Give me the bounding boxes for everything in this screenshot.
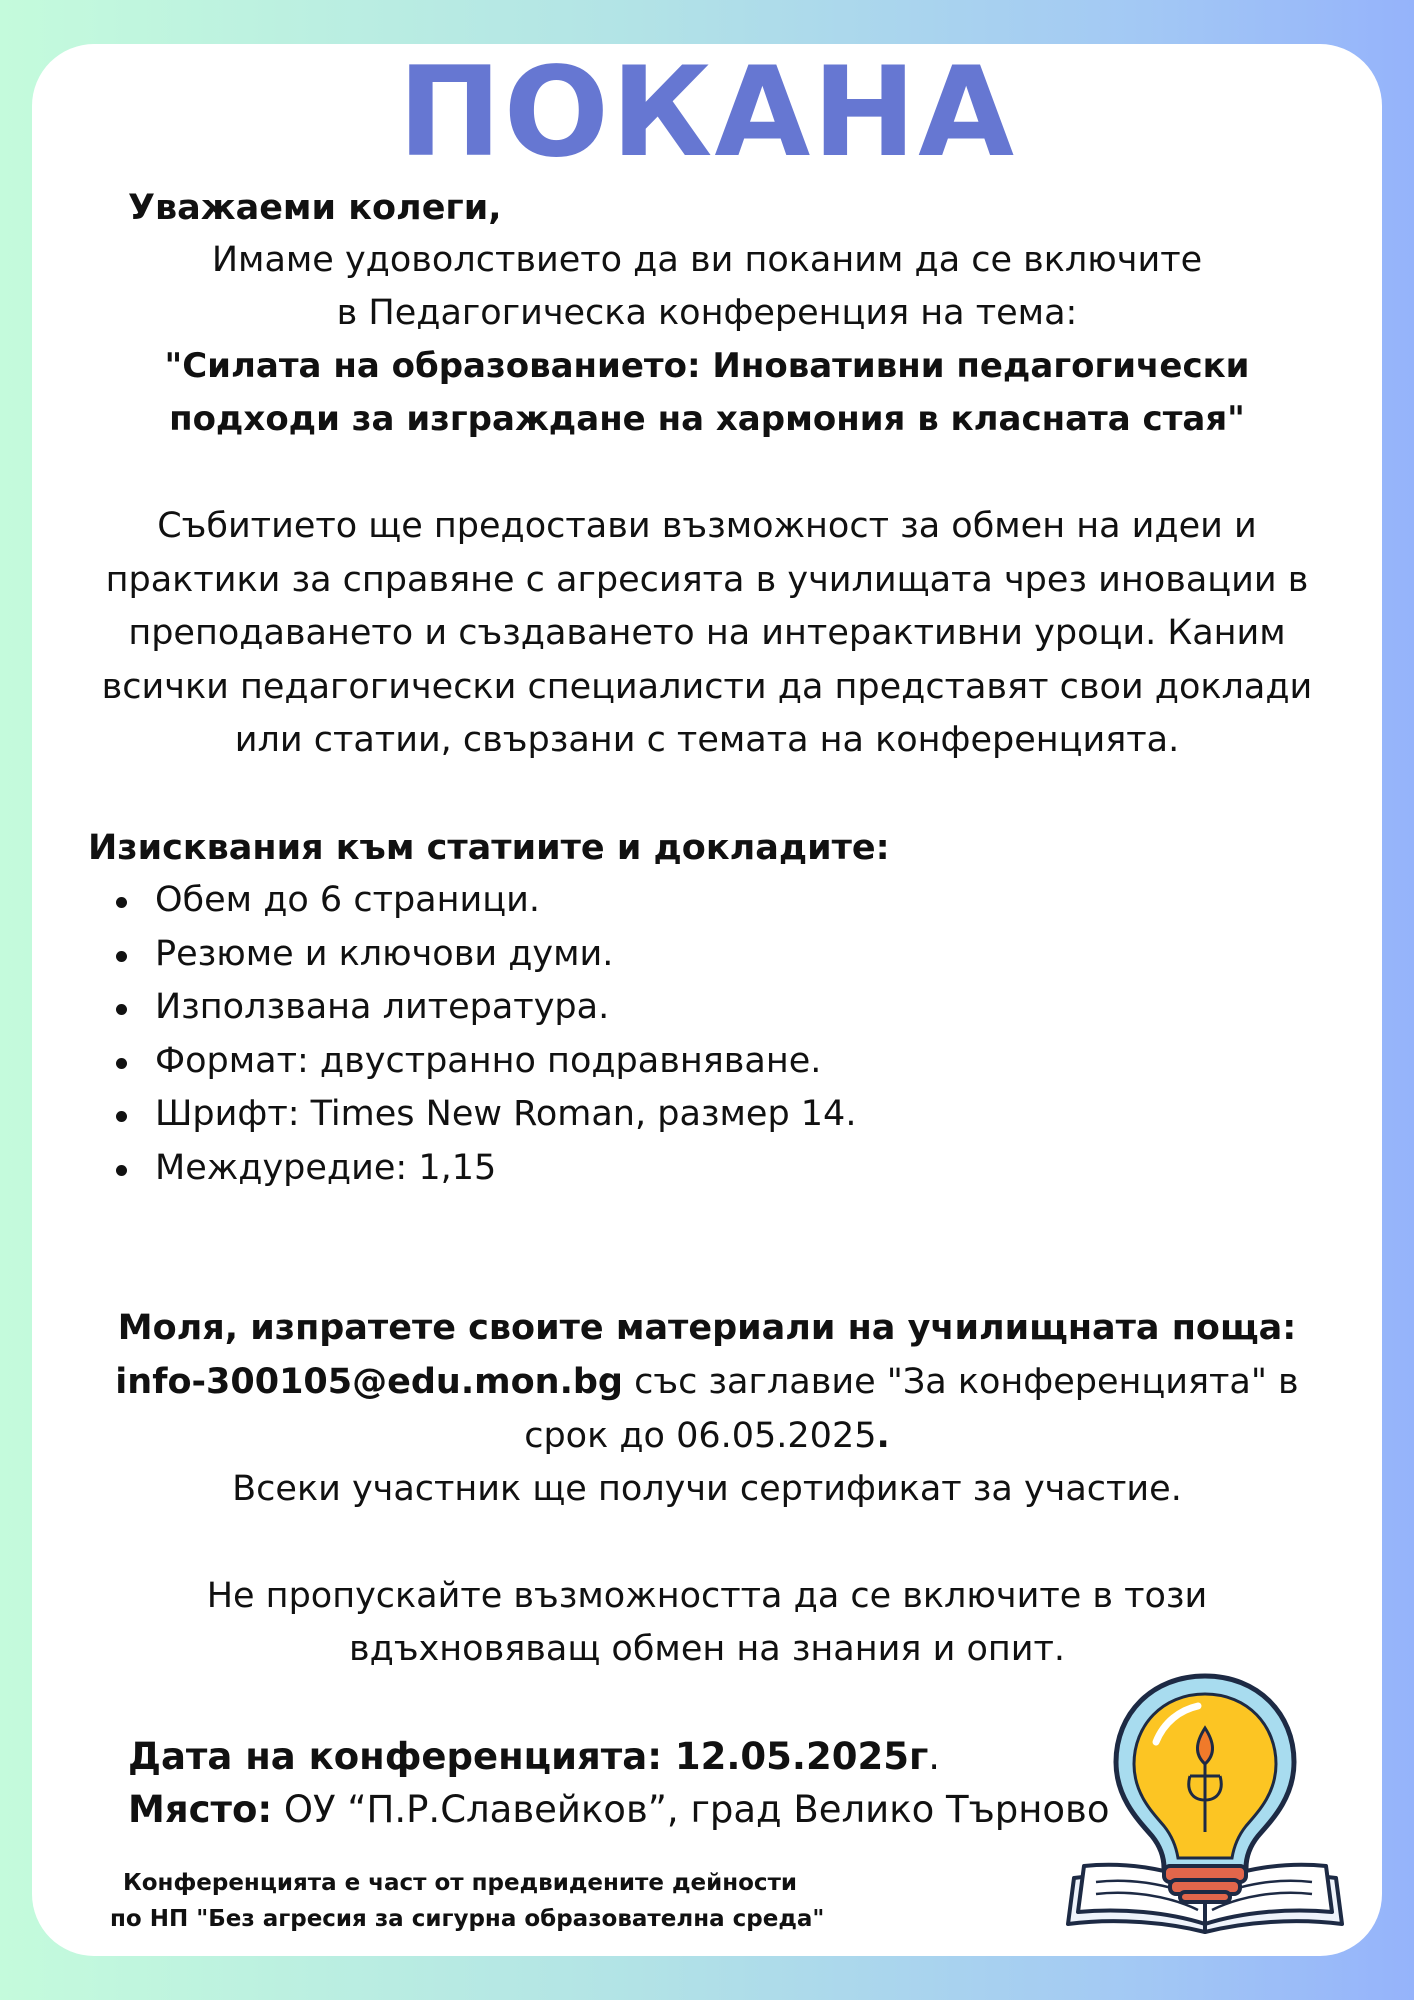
list-item: Резюме и ключови думи. [110,928,856,982]
description-line: преподаването и създаването на интерактивни уроци. Каним [128,613,1286,653]
closing-line-1: Не пропускайте възможността да се включите в този [206,1576,1208,1616]
intro-line-1: Имаме удоволствието да ви поканим да се включите [211,240,1203,280]
footer-line-2: по НП "Без агресия за сигурна образователна среда" [110,1906,825,1932]
submission-heading: Моля, изпратете своите материали на училищната поща: [117,1308,1297,1348]
deadline-text: срок до 06.05.2025 [524,1416,877,1456]
list-item: Обем до 6 страници. [110,874,856,928]
page-title: ПОКАНА [397,41,1017,185]
topic-line-1: "Силата на образованието: Иновативни педагогически [164,346,1250,386]
description-line: всички педагогически специалисти да представят свои доклади [101,667,1313,707]
list-item: Използвана литература. [110,981,856,1035]
submission-email-line [0,1356,1414,1409]
footer-line-1: Конференцията е част от предвидените дейности [122,1870,798,1896]
greeting: Уважаеми колеги, [128,188,502,228]
list-item: Формат: двустранно подравняване. [110,1035,856,1089]
list-item: Шрифт: Times New Roman, размер 14. [110,1088,856,1142]
closing-line-2: вдъхновяващ обмен на знания и опит. [349,1629,1065,1669]
deadline-period: . [876,1416,890,1456]
requirements-list [110,874,856,1195]
description-line: или статии, свързани с темата на конференцията. [234,720,1180,760]
certificate-line: Всеки участник ще получи сертификат за участие. [232,1469,1182,1509]
description-line: Събитието ще предостави възможност за обмен на идеи и [157,506,1257,546]
intro-line-2: в Педагогическа конференция на тема: [336,293,1078,333]
conference-date [128,1730,940,1783]
deadline-line [0,1410,1414,1463]
conference-place [128,1783,1109,1836]
lightbulb-book-icon [1060,1672,1350,1934]
place-value: ОУ “П.Р.Славейков”, град Велико Търново [272,1788,1110,1831]
requirements-heading: Изисквания към статиите и докладите: [88,828,890,868]
date-period: . [928,1735,941,1778]
place-label: Място: [128,1788,273,1831]
email-address: info-300105@edu.mon.bg [115,1362,623,1402]
description-line: практики за справяне с агресията в училищата чрез иновации в [105,560,1309,600]
topic-line-2: подходи за изграждане на хармония в класната стая" [169,399,1245,439]
list-item: Междуредие: 1,15 [110,1142,856,1196]
date-label: Дата на конференцията: 12.05.2025г [128,1735,929,1778]
subject-text: със заглавие "За конференцията" в [622,1362,1299,1402]
